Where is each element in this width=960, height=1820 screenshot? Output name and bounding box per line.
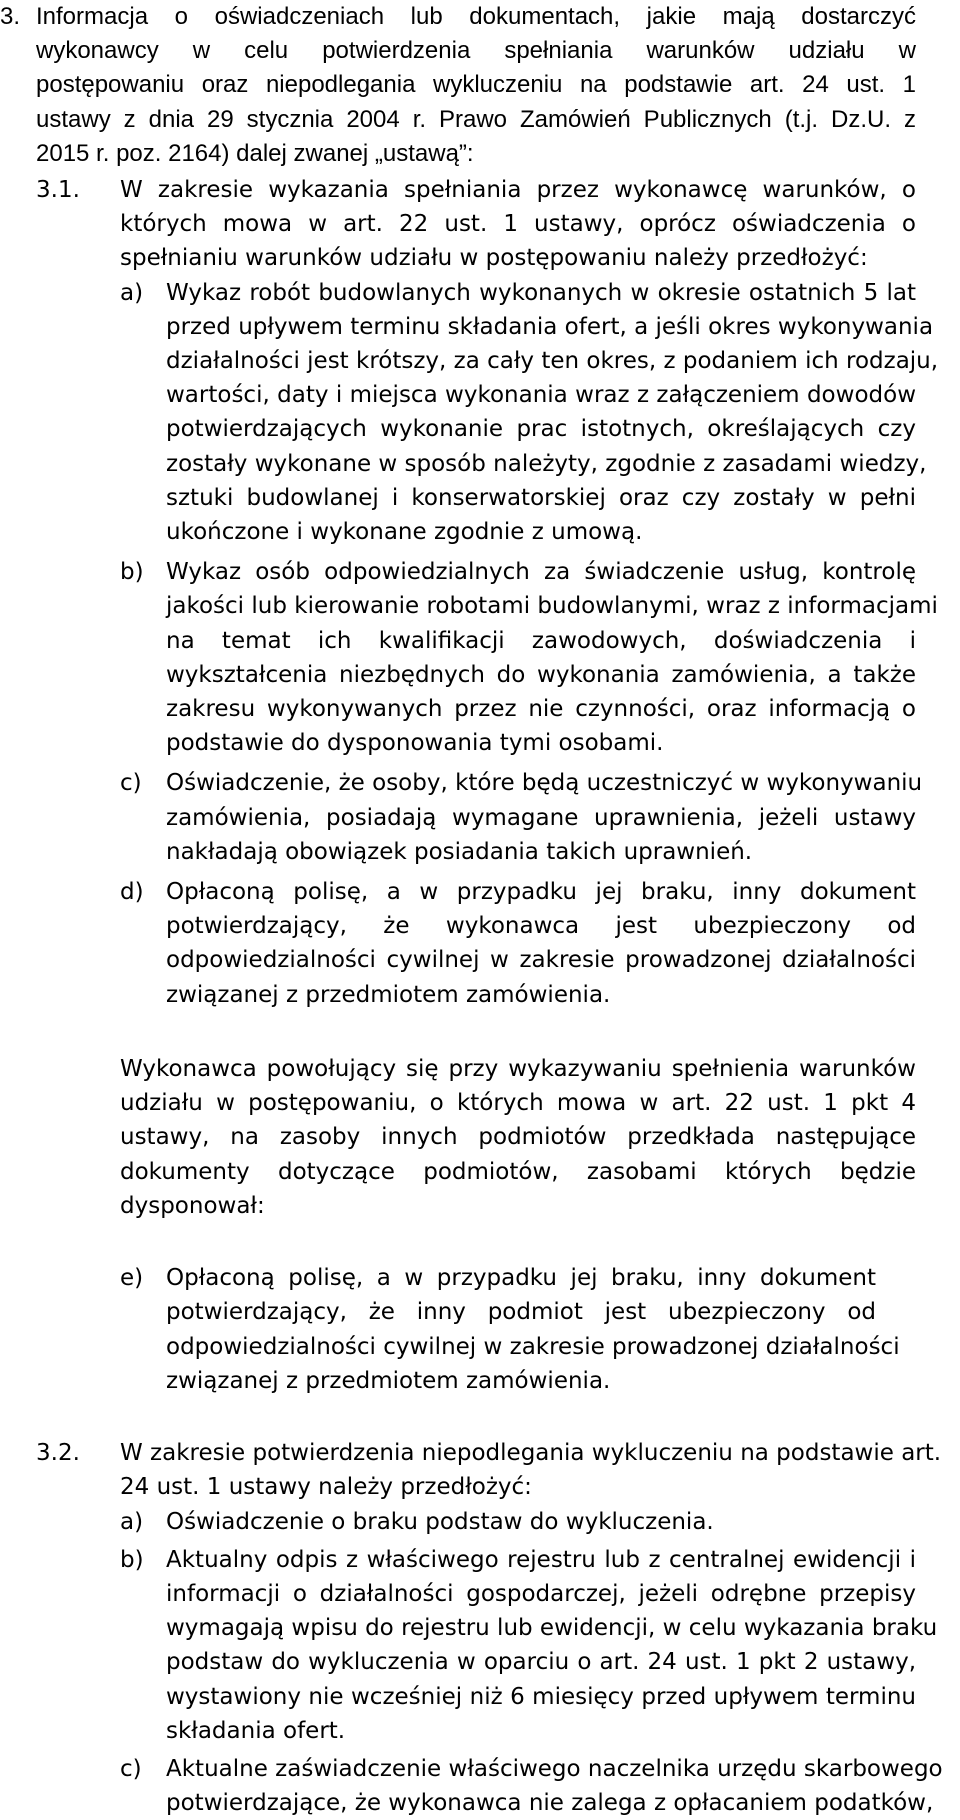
section-number: 3.2.: [36, 1440, 80, 1467]
list-marker: a): [120, 1508, 144, 1535]
list-item-d-line: związanej z przedmiotem zamówienia.: [166, 981, 611, 1008]
list-item-a-line: Oświadczenie o braku podstaw do wykluczenia.: [166, 1508, 714, 1535]
list-item-c-line: potwierdzające, że wykonawca nie zalega z opłacaniem podatków,: [166, 1790, 934, 1817]
list-item-e-line: związanej z przedmiotem zamówienia.: [166, 1367, 611, 1394]
list-item-a-line: ukończone i wykonane zgodnie z umową.: [166, 519, 643, 545]
list-item-e-line: Opłaconą polisę, a w przypadku jej braku, inny dokument: [166, 1265, 876, 1292]
list-item-a-line: potwierdzających wykonanie prac istotnych, określających czy: [166, 416, 916, 443]
section-3-text-line: postępowaniu oraz niepodlegania wykluczeniu na podstawie art. 24 ust. 1: [36, 71, 916, 99]
list-item-a-line: zostały wykonane w sposób należyty, zgodnie z zasadami wiedzy,: [166, 450, 927, 477]
list-item-d-line: Opłaconą polisę, a w przypadku jej braku, inny dokument: [166, 879, 916, 905]
list-marker: c): [120, 1756, 142, 1782]
section-3-text-line: 2015 r. poz. 2164) dalej zwanej „ustawą”:: [36, 139, 474, 167]
list-marker: b): [120, 559, 144, 586]
resources-paragraph-line: ustawy, na zasoby innych podmiotów przedkłada następujące: [120, 1124, 916, 1151]
section-3-text-line: wykonawcy w celu potwierdzenia spełniania warunków udziału w: [36, 37, 916, 65]
section-3-1-heading-line: W zakresie wykazania spełniania przez wykonawcę warunków, o: [120, 177, 916, 203]
list-item-a-line: wartości, daty i miejsca wykonania wraz z załączeniem dowodów: [166, 382, 916, 409]
list-marker: e): [120, 1265, 144, 1292]
list-item-a-line: sztuki budowlanej i konserwatorskiej oraz czy zostały w pełni: [166, 484, 916, 511]
section-3-2-heading-line: W zakresie potwierdzenia niepodlegania wykluczeniu na podstawie art.: [120, 1440, 942, 1467]
resources-paragraph-line: dokumenty dotyczące podmiotów, zasobami których będzie: [120, 1158, 916, 1185]
section-3-text-line: Informacja o oświadczeniach lub dokumentach, jakie mają dostarczyć: [36, 3, 916, 30]
resources-paragraph-line: udziału w postępowaniu, o których mowa w art. 22 ust. 1 pkt 4: [120, 1090, 916, 1117]
section-3-text-line: ustawy z dnia 29 stycznia 2004 r. Prawo Zamówień Publicznych (t.j. Dz.U. z: [36, 105, 916, 133]
list-item-a-line: działalności jest krótszy, za cały ten okres, z podaniem ich rodzaju,: [166, 348, 939, 374]
section-3-1-heading-line: spełnianiu warunków udziału w postępowaniu należy przedłożyć:: [120, 245, 868, 272]
section-number: 3.: [0, 3, 21, 30]
list-item-d-line: potwierdzający, że wykonawca jest ubezpieczony od: [166, 913, 916, 940]
list-item-b-line: Aktualny odpis z właściwego rejestru lub z centralnej ewidencji i: [166, 1546, 916, 1573]
list-item-c-line: zamówienia, posiadają wymagane uprawnienia, jeżeli ustawy: [166, 804, 916, 831]
list-marker: b): [120, 1546, 144, 1573]
resources-paragraph-line: dysponował:: [120, 1192, 265, 1219]
list-item-e-line: odpowiedzialności cywilnej w zakresie prowadzonej działalności: [166, 1333, 900, 1360]
list-item-b-line: wykształcenia niezbędnych do wykonania zamówienia, a także: [166, 661, 916, 688]
list-item-b-line: wymagają wpisu do rejestru lub ewidencji, w celu wykazania braku: [166, 1615, 938, 1642]
list-item-c-line: Aktualne zaświadczenie właściwego naczelnika urzędu skarbowego: [166, 1756, 943, 1782]
list-item-b-line: składania ofert.: [166, 1717, 346, 1744]
resources-paragraph-line: Wykonawca powołujący się przy wykazywaniu spełnienia warunków: [120, 1056, 916, 1082]
section-3-2-heading-line: 24 ust. 1 ustawy należy przedłożyć:: [120, 1474, 532, 1501]
section-3-1-heading-line: których mowa w art. 22 ust. 1 ustawy, oprócz oświadczenia o: [120, 211, 916, 238]
section-number: 3.1.: [36, 177, 80, 203]
list-item-a-line: Wykaz robót budowlanych wykonanych w okresie ostatnich 5 lat: [166, 279, 916, 306]
list-item-b-line: podstaw do wykluczenia w oparciu o art. 24 ust. 1 pkt 2 ustawy,: [166, 1649, 916, 1676]
list-item-b-line: informacji o działalności gospodarczej, jeżeli odrębne przepisy: [166, 1581, 916, 1607]
list-marker: a): [120, 279, 144, 306]
list-item-c-line: Oświadczenie, że osoby, które będą uczestniczyć w wykonywaniu: [166, 770, 923, 797]
list-item-a-line: przed upływem terminu składania ofert, a jeśli okres wykonywania: [166, 313, 934, 340]
list-marker: c): [120, 770, 142, 797]
list-item-b-line: jakości lub kierowanie robotami budowlanymi, wraz z informacjami: [166, 593, 938, 620]
list-item-b-line: podstawie do dysponowania tymi osobami.: [166, 730, 664, 757]
list-item-b-line: wystawiony nie wcześniej niż 6 miesięcy przed upływem terminu: [166, 1683, 916, 1710]
list-item-c-line: nakładają obowiązek posiadania takich uprawnień.: [166, 838, 753, 865]
list-item-d-line: odpowiedzialności cywilnej w zakresie prowadzonej działalności: [166, 947, 916, 974]
list-item-e-line: potwierdzający, że inny podmiot jest ubezpieczony od: [166, 1299, 876, 1326]
list-item-b-line: Wykaz osób odpowiedzialnych za świadczenie usług, kontrolę: [166, 559, 916, 586]
list-item-b-line: zakresu wykonywanych przez nie czynności, oraz informacją o: [166, 696, 916, 722]
list-marker: d): [120, 879, 144, 905]
list-item-b-line: na temat ich kwalifikacji zawodowych, doświadczenia i: [166, 627, 916, 654]
